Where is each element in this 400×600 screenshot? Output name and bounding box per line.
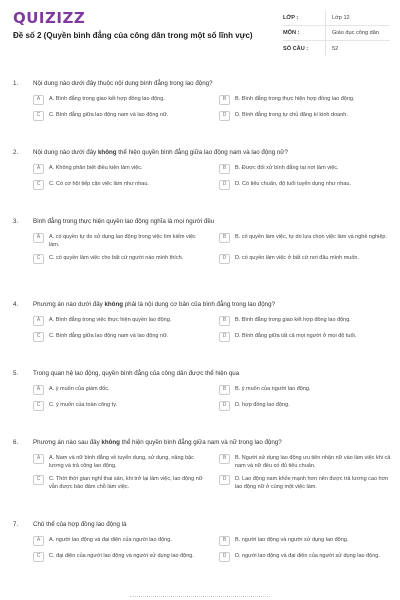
info-row-class	[283, 11, 390, 26]
question-number: 3.	[13, 218, 19, 225]
option-letter: B	[219, 454, 230, 464]
option-letter: B	[219, 536, 230, 546]
option-d[interactable]: D D. Có tiêu chuẩn, độ tuổi tuyển dụng như nhau.	[219, 180, 393, 190]
question-1	[13, 80, 393, 121]
option-letter: C	[33, 552, 44, 562]
option-a[interactable]: A A. Không phân biệt điều kiện làm việc.	[33, 164, 207, 174]
option-d[interactable]: D D. Bình đẳng giữa tất cả mọi người ở mọi độ tuổi.	[219, 332, 393, 342]
option-c[interactable]: C C. Thời thời gian nghỉ thai sản, khi trở lại làm việc, lao động nữ vẫn được bảo đảm chỗ làm việc.	[33, 475, 207, 492]
option-c[interactable]: C C. Bình đẳng giữa lao động nam và lao động nữ.	[33, 111, 207, 121]
footer-divider	[130, 596, 270, 597]
option-a[interactable]: A A. Nam và nữ bình đẳng về tuyển dụng, sử dụng, nâng bậc lương và trả công lao động.	[33, 454, 207, 471]
option-d[interactable]: D D. người lao động và đại diện của người sử dụng lao động.	[219, 552, 393, 562]
question-5	[13, 370, 393, 411]
info-label: LỚP :	[283, 15, 299, 21]
option-b[interactable]: B B. Bình đẳng trong thực hiện hợp đồng lao động.	[219, 95, 393, 105]
option-letter: C	[33, 401, 44, 411]
question-text: Chủ thể của hợp đồng lao động là	[33, 521, 127, 528]
question-text: Nội dung nào dưới đây không thể hiện quyền bình đẳng giữa lao động nam và lao động nữ?	[33, 149, 288, 156]
option-letter: A	[33, 95, 44, 105]
option-d[interactable]: D D. hợp đồng lao động.	[219, 401, 393, 411]
option-a[interactable]: A A. có quyền tự do sử dụng lao động trong việc tìm kiếm việc làm.	[33, 233, 207, 250]
option-letter: B	[219, 385, 230, 395]
option-c[interactable]: C C. Bình đẳng giữa lao động nam và lao động nữ.	[33, 332, 207, 342]
option-letter: D	[219, 332, 230, 342]
option-c[interactable]: C C. đại diện của người lao động và người sử dụng lao động.	[33, 552, 207, 562]
option-letter: C	[33, 475, 44, 485]
option-letter: D	[219, 475, 230, 485]
option-b[interactable]: B B. ý muốn của người lao động.	[219, 385, 393, 395]
option-letter: C	[33, 254, 44, 264]
document-title: Đề số 2 (Quyền bình đẳng của công dân trong một số lĩnh vực)	[13, 31, 253, 40]
info-value: Giáo dục công dân	[325, 26, 390, 40]
option-d[interactable]: D D. Bình đẳng trong tự chủ đăng kí kinh doanh.	[219, 111, 393, 121]
question-text: Nội dung nào dưới đây thuộc nội dung bình đẳng trong lao động?	[33, 80, 213, 87]
question-2	[13, 149, 393, 190]
question-number: 4.	[13, 301, 19, 308]
info-row-count	[283, 41, 390, 56]
option-letter: A	[33, 454, 44, 464]
option-c[interactable]: C C. có quyền làm việc cho bất cứ người nào mình thích.	[33, 254, 207, 264]
option-letter: C	[33, 180, 44, 190]
option-letter: B	[219, 95, 230, 105]
question-number: 7.	[13, 521, 19, 528]
option-a[interactable]: A A. ý muốn của giám đốc.	[33, 385, 207, 395]
info-label: SỐ CÂU :	[283, 45, 309, 52]
option-c[interactable]: C C. ý muốn của toàn công ty.	[33, 401, 207, 411]
option-b[interactable]: B B. có quyền làm việc, tự do lựa chọn việc làm và nghề nghiệp.	[219, 233, 393, 250]
option-d[interactable]: D D. có quyền làm việc ở bất cứ nơi đâu mình muốn.	[219, 254, 393, 264]
quizizz-logo: QUIZIZZ	[13, 9, 86, 27]
option-b[interactable]: B B. Được đối xử bình đẳng tại nơi làm việc.	[219, 164, 393, 174]
option-letter: A	[33, 536, 44, 546]
question-4	[13, 301, 393, 342]
option-letter: D	[219, 180, 230, 190]
option-b[interactable]: B B. Bình đẳng trong giao kết hợp đồng lao động.	[219, 316, 393, 326]
option-letter: C	[33, 332, 44, 342]
option-a[interactable]: A A. người lao động và đại diện của người lao động.	[33, 536, 207, 546]
option-a[interactable]: A A. Bình đẳng trong giao kết hợp đồng lao động.	[33, 95, 207, 105]
question-text: Phương án nào dưới đây không phải là nội dung cơ bản của bình đẳng trong lao động?	[33, 301, 276, 308]
question-text: Phương án nào sau đây không thể hiện quyền bình đẳng giữa nam và nữ trong lao động?	[33, 439, 282, 446]
option-letter: B	[219, 233, 230, 243]
option-b[interactable]: B B. người lao động và người sử dụng lao động.	[219, 536, 393, 546]
info-table	[283, 11, 390, 56]
question-number: 2.	[13, 149, 19, 156]
option-b[interactable]: B B. Người sử dụng lao động ưu tiên nhận nữ vào làm việc khi cả nam và nữ đều có đủ tiêu chuẩn.	[219, 454, 393, 471]
option-a[interactable]: A A. Bình đẳng trong việc thực hiện quyền lao động.	[33, 316, 207, 326]
option-letter: D	[219, 552, 230, 562]
option-letter: C	[33, 111, 44, 121]
option-letter: D	[219, 111, 230, 121]
option-letter: B	[219, 164, 230, 174]
question-number: 5.	[13, 370, 19, 377]
info-value: Lớp 12	[325, 11, 390, 25]
option-c[interactable]: C C. Có cơ hội tiếp cận việc làm như nhau.	[33, 180, 207, 190]
option-letter: A	[33, 233, 44, 243]
info-row-subject	[283, 26, 390, 41]
option-d[interactable]: D D. Lao động nam khỏe mạnh hơn nên được trả lương cao hơn lao động nữ ở cùng một việc làm.	[219, 475, 393, 492]
question-6	[13, 439, 393, 492]
info-label: MÔN :	[283, 30, 300, 36]
question-3	[13, 218, 393, 264]
question-number: 1.	[13, 80, 19, 87]
info-value: 52	[325, 41, 390, 56]
option-letter: A	[33, 385, 44, 395]
question-text: Trong quan hệ lao động, quyền bình đẳng của công dân được thể hiện qua	[33, 370, 240, 377]
option-letter: D	[219, 254, 230, 264]
option-letter: D	[219, 401, 230, 411]
question-text: Bình đẳng trong thực hiện quyền lao động nghĩa là mọi người đều	[33, 218, 215, 225]
option-letter: A	[33, 316, 44, 326]
question-number: 6.	[13, 439, 19, 446]
question-7	[13, 521, 393, 562]
option-letter: B	[219, 316, 230, 326]
option-letter: A	[33, 164, 44, 174]
